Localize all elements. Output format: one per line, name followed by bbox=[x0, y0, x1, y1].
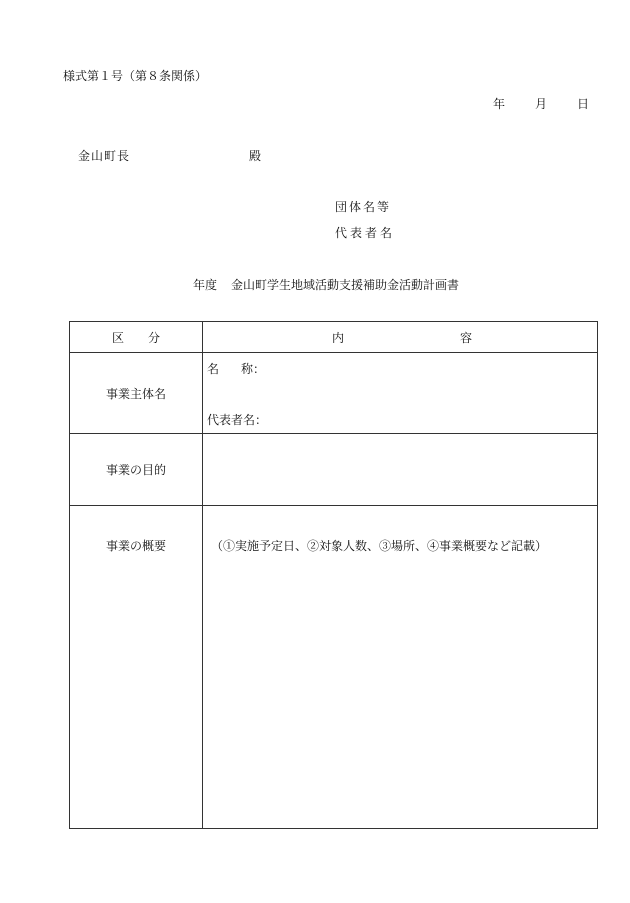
header-content-a: 内 bbox=[332, 330, 345, 345]
entity-name-line bbox=[207, 360, 265, 377]
entity-label: 事業主体名 bbox=[70, 353, 203, 434]
date-year: 年 bbox=[493, 97, 506, 111]
overview-note: （①実施予定日、②対象人数、③場所、④事業概要など記載） bbox=[211, 539, 548, 553]
overview-content-cell[interactable] bbox=[203, 506, 598, 829]
header-content-b: 容 bbox=[460, 330, 473, 345]
addressee: 金山町長 bbox=[78, 149, 131, 163]
date-day: 日 bbox=[577, 97, 590, 111]
overview-label-cell bbox=[70, 506, 203, 829]
entity-rep-label: 代表者名： bbox=[207, 413, 268, 427]
table-row-purpose bbox=[70, 434, 598, 506]
overview-label: 事業の概要 bbox=[105, 539, 166, 553]
representative-label: 代表者名 bbox=[335, 226, 396, 240]
title-year-label: 年度 bbox=[193, 278, 218, 292]
table-header-row bbox=[70, 322, 598, 353]
entity-content-cell[interactable] bbox=[203, 353, 598, 434]
table-row-overview bbox=[70, 506, 598, 829]
purpose-label: 事業の目的 bbox=[70, 434, 203, 506]
header-category bbox=[70, 322, 203, 353]
date-line bbox=[493, 95, 589, 112]
form-number: 様式第１号（第８条関係） bbox=[63, 69, 208, 83]
purpose-content-cell[interactable] bbox=[203, 434, 598, 506]
title-text: 金山町学生地域活動支援補助金活動計画書 bbox=[231, 278, 460, 292]
header-content bbox=[203, 322, 598, 353]
organization-label: 団体名等 bbox=[335, 200, 392, 214]
activity-plan-table bbox=[69, 321, 598, 829]
date-month: 月 bbox=[535, 97, 548, 111]
header-category-a: 区 bbox=[111, 330, 124, 345]
header-category-b: 分 bbox=[148, 330, 161, 345]
table-row-entity bbox=[70, 353, 598, 434]
honorific: 殿 bbox=[249, 149, 262, 163]
document-title bbox=[193, 276, 459, 293]
entity-name-label-b: 称： bbox=[241, 362, 266, 376]
entity-name-label-a: 名 bbox=[207, 362, 220, 376]
